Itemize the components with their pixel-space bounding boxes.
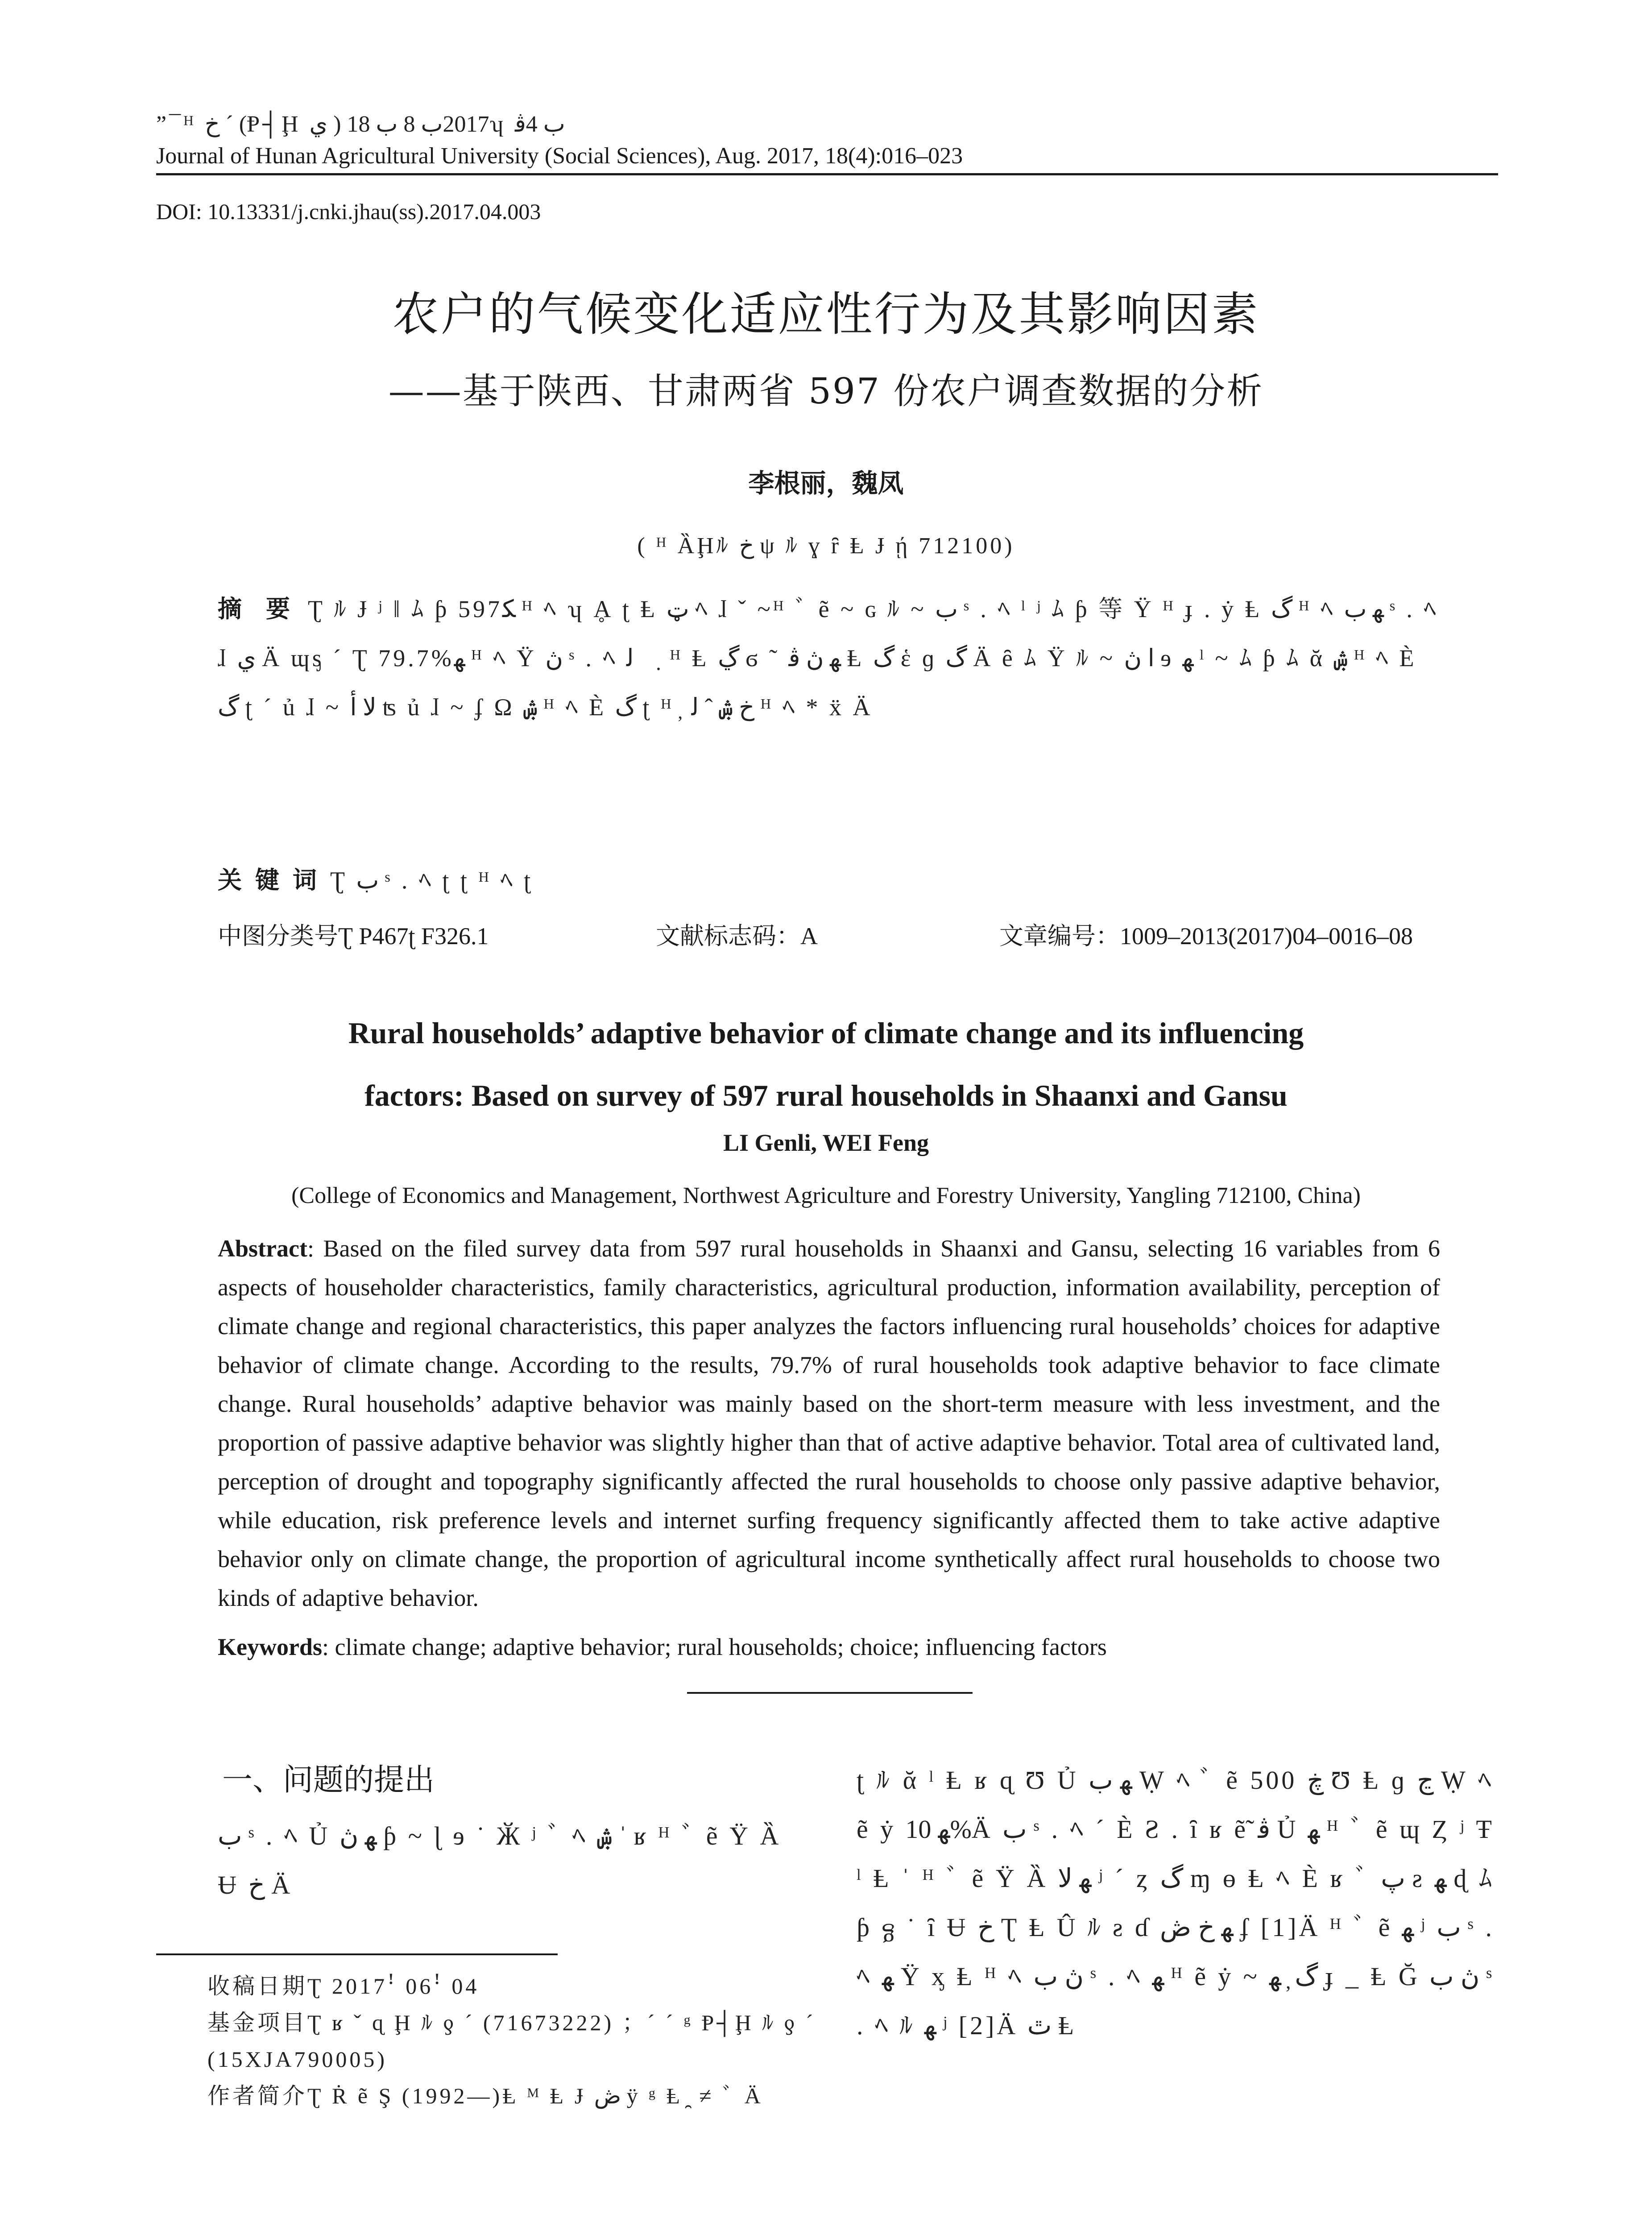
journal-header-chinese: ”¯ᴴ خ ˊ (Ᵽ┤Ḩ ي ) 2017ب 8 ب 18ʮ ب 4ﭬ bbox=[156, 112, 565, 137]
abstract-english bbox=[218, 1229, 1440, 1617]
title-chinese: 农户的气候变化适应性行为及其影响因素 bbox=[392, 287, 1260, 341]
abstract-chinese-label: 摘 要 bbox=[218, 595, 290, 623]
keywords-chinese-label: 关键词 bbox=[218, 866, 330, 894]
authors-english: LI Genli, WEI Feng bbox=[723, 1129, 929, 1156]
title-english: Rural households’ adaptive behavior of climate change and its influencing factors: Based on survey of 597 rural households in Shaanxi and Gansu bbox=[348, 1016, 1304, 1112]
section-heading: 一、问题的提出 bbox=[222, 1762, 435, 1798]
abstract-separator bbox=[687, 1692, 973, 1694]
footnote-author: 作者简介Ʈ Ṙ ẽ Ş (1992—)Ⱡ ᴹ Ⱡ Ɉ ڞ ÿ ᵍ Ⱡ ̯ ≠ ﾞ Ä bbox=[207, 2083, 763, 2108]
keywords-english bbox=[218, 1633, 1107, 1661]
keywords-chinese bbox=[218, 861, 533, 896]
keywords-english-text: : climate change; adaptive behavior; rural households; choice; influencing factors bbox=[322, 1634, 1107, 1660]
classification-number: 中图分类号Ʈ P467ʈ F326.1 bbox=[218, 922, 489, 950]
footnote-fund: 基金项目Ʈ ʁ ˇ ɋ Ḩ ﾙ ƍ ˊ (71673222) ；ˊ ˊ ᵍ Ᵽ┤Ḩ ﾙ ƍ ˊ (15XJA790005) bbox=[207, 2010, 816, 2072]
keywords-english-label: Keywords bbox=[218, 1634, 322, 1660]
footnote-rule bbox=[156, 1953, 558, 1955]
journal-header-english: Journal of Hunan Agricultural University (Social Sciences), Aug. 2017, 18(4):016–023 bbox=[156, 143, 963, 169]
document-code: 文献标志码：A bbox=[656, 922, 818, 950]
subtitle-chinese: ——基于陕西、甘肃两省 597 份农户调查数据的分析 bbox=[388, 370, 1264, 412]
doi: DOI: 10.13331/j.cnki.jhau(ss).2017.04.003 bbox=[156, 199, 541, 224]
footnote-received: 收稿日期Ʈ 2017ꜝ 06ꜝ 04 bbox=[207, 1974, 480, 1999]
abstract-english-label: Abstract bbox=[218, 1235, 307, 1262]
abstract-chinese-text: Ʈ ﾙ Ɉ ʲ ǁ ﾑ ƥ 597ﮑ ᴴ ﾍ ʮ Ḁ ʈ Ⱡ ټ ﾍ ɺ ˇ ~ᴴ ﾞ ẽ ~ ɢ ﾙ ~ ب ˢ . ﾍ ˡ ʲ ﾑ ƥ 等 Ÿ ᴴ ɟ . ẏ Ⱡ گ ᴴ ﾍ ﮭ ب ˢ . ﾍ ɺ ي Ä ɰᶊ ˊ Ʈ 79.7%ﮭ ᴴ ﾍ Ÿ ڽ ˢ . ﾍ ﻟ ﾍ̣ ᴴ Ⱡ ڲ ϭ ˜ ﮭ ڽ ﭬ Ⱡ گ ἑ ɡ گ Ä ȇ ﾑ Ÿ ﾙ ~ ﺍ ڽ ɘ ﮭ ˡ ~ ﾑ ƥ ﾑ ᾰ ۺ ᴴ ﾍ È گ ʈ ˊ ủ ɺ ~ ﻻ ﺃ ʦ ủ ɺ ~ ʄ Ω ۺ ᴴ ﾍ È گ ʈ ᴴ ̦ ﺥ ۺ ˆ ﻟ ᴴ ﾍ * ẍ Ä bbox=[218, 596, 1439, 721]
affiliation-chinese: ( ᴴ ȀḨﾙ خ ψ ﾙ ɣ ȓ Ⱡ Ɉ ῄ 712100) bbox=[637, 533, 1015, 559]
authors-chinese: 李根丽，魏凤 bbox=[748, 468, 904, 498]
body-text-right-column: ʈ ﾙ ᾰ ˡ Ⱡ ʁ ɋ Ʊ Ủ ﮭ ب Ẉ ﾍ ﾞ ẽ 500 ڿ Ʊ Ⱡ ɡ ڃ Ẉ ﾍ ẽ ẏ ﮭ 10%Ä ب ˢ . ﾍ ˊ È Ƨ . ȋ ʁ ẽ̃ ﭬ Ủ ﮭ ᴴ ﾞ ẽ ɰ Ȥ ʲ Ŧ ˡ Ⱡ ˈ ᴴ ﾞ ẽ Ÿ Ȁ ﮭ ﻻ ʲ ˊ ȥ گ ɱ ɵ Ⱡ ﾍ È ʁ ﾞ پ ƨ ﮭ ɖ ﾑ ƥ ᵷ ˙ ȋ Ʉ خ Ʈ Ⱡ Û ﾙ ƨ ɗ ﮭ خ ڞ ʄ [1]Ä ᴴ ﾞ ẽ ﮭ ʲ ب ˢ . ﾍ ﮭ Ÿ ᶍ Ⱡ ᴴ ﾍ ڽ ب ˢ . ﾍ ﮭ ᴴ ẽ ẏ ~ گ ̦ ﮭ ɟ _ Ⱡ Ğ ڽ ب ˢ . ﾍ ﾙ ﮭ ʲ [2]Ä ٿ Ⱡ bbox=[857, 1766, 1495, 2040]
article-number: 文章编号：1009–2013(2017)04–0016–08 bbox=[999, 922, 1413, 950]
abstract-chinese bbox=[218, 585, 1440, 732]
header-rule bbox=[156, 173, 1498, 175]
affiliation-english: (College of Economics and Management, Northwest Agriculture and Forestry University, Yangling 712100, China) bbox=[291, 1183, 1361, 1208]
keywords-chinese-text: Ʈ ب ˢ . ﾍ ʈ ʈ ᴴ ﾍ ʈ bbox=[330, 867, 534, 894]
footnotes bbox=[207, 1968, 823, 2114]
abstract-english-text: : Based on the filed survey data from 597 rural households in Shaanxi and Gansu, selecting 16 variables from 6 aspects of householder characteristics, family characteristics, agricultural production, information availability, perception of climate change and regional characteristics, this paper analyzes the factors influencing rural households’ choices for adaptive behavior of climate change. According to the results, 79.7% of rural households took adaptive behavior to face climate change. Rural households’ adaptive behavior was mainly based on the short-term measure with less investment, and the proportion of passive adaptive behavior was slightly higher than that of active adaptive behavior. Total area of cultivated land, perception of drought and topography significantly affected the rural households to choose only passive adaptive behavior, while education, risk preference levels and internet surfing frequency significantly affected them to take active adaptive behavior only on climate change, the proportion of agricultural income synthetically affect rural households to choose two kinds of adaptive behavior. bbox=[218, 1235, 1440, 1611]
body-text-left-column: ب ˢ . ﾍ Ủ ﮭ ڽ ƥ ~ ɭ ɘ ˙ Ӂ ʲ ﾞ ﾍ ۺ ˈ ʁ ᴴ ﾞ ẽ Ÿ Ȁ Ʉ خ Ä bbox=[218, 1821, 782, 1899]
